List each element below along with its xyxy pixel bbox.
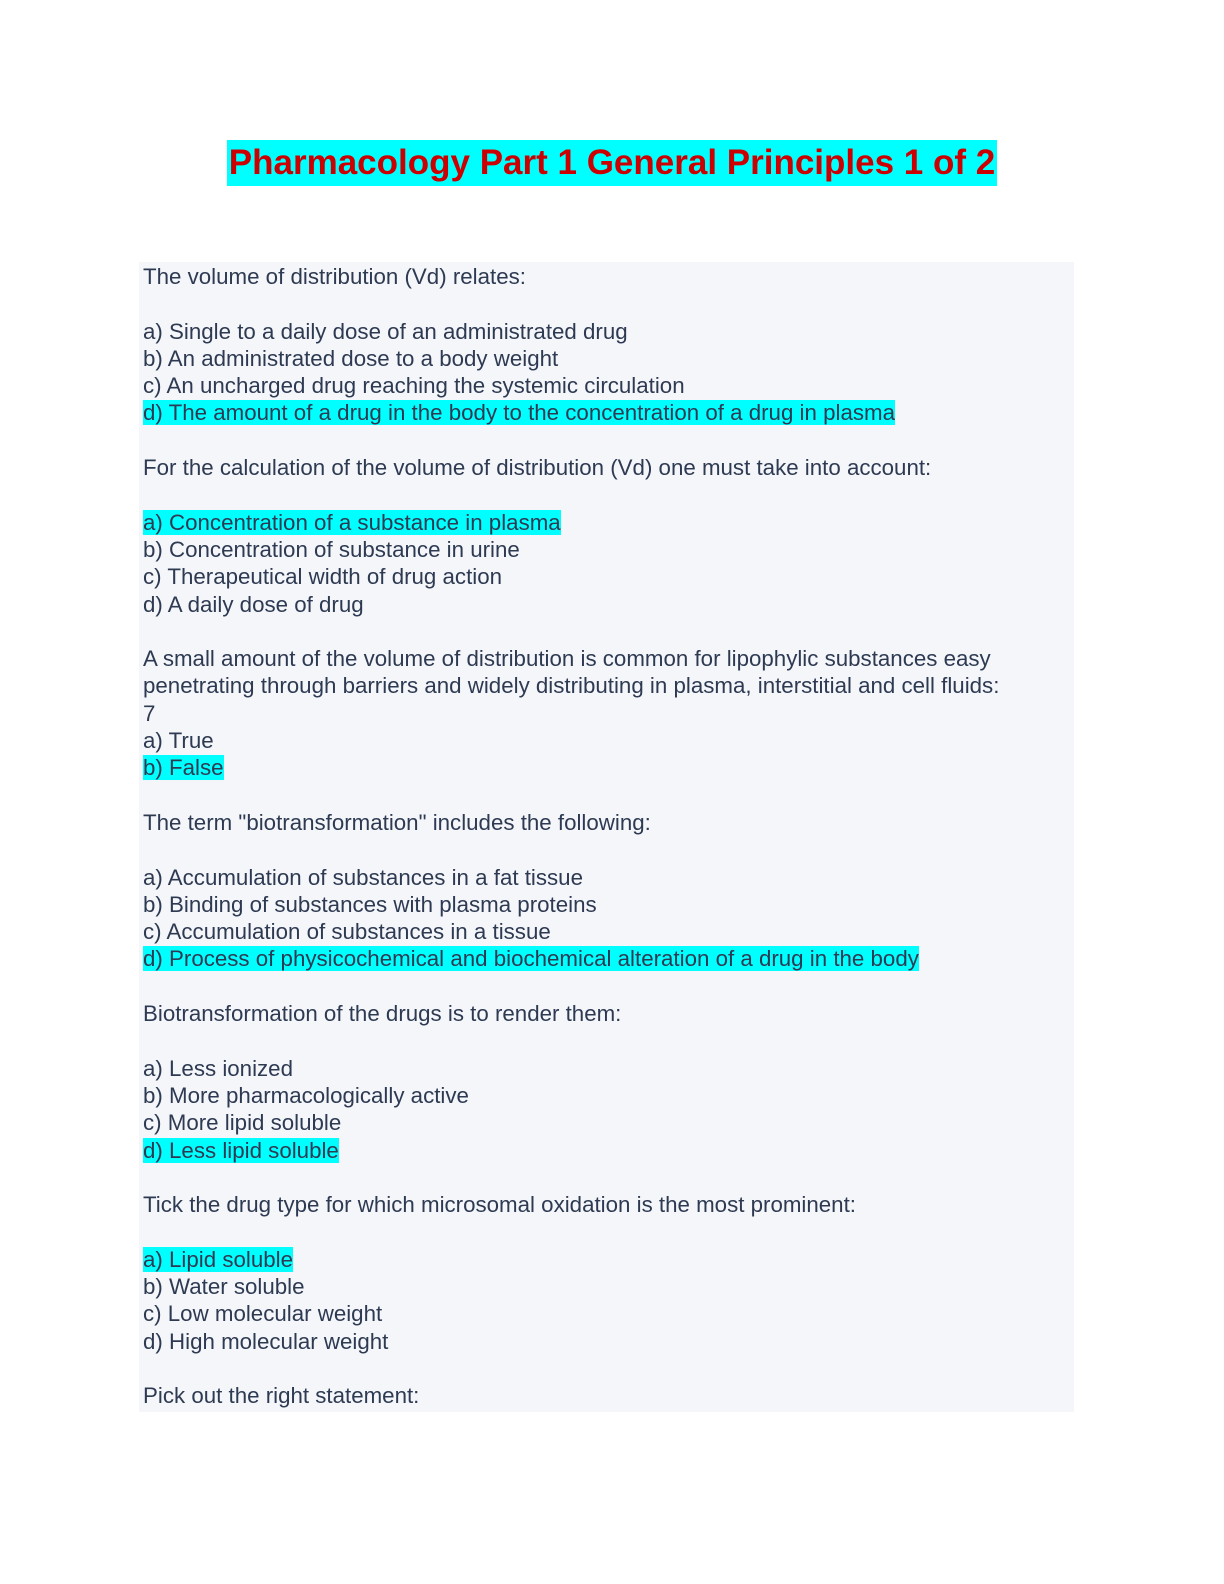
option-text: d) A daily dose of drug [143,591,364,617]
option-text: c) Therapeutical width of drug action [143,564,503,590]
option-text: b) Concentration of substance in urine [143,536,520,562]
question-7-text: Pick out the right statement: [143,1383,420,1409]
answer-highlight: b) False [143,755,224,781]
question-2-option-b [143,536,1074,563]
spacer [143,1164,1074,1191]
question-5-text: Biotransformation of the drugs is to render them: [143,1001,622,1027]
question-6-option-b [143,1273,1074,1300]
option-text: c) An uncharged drug reaching the systemic circulation [143,373,685,399]
option-text: d) High molecular weight [143,1328,389,1354]
spacer [143,1355,1074,1382]
question-1-option-b [143,345,1074,372]
question-4-option-c [143,918,1074,945]
option-text: a) Less ionized [143,1055,293,1081]
option-text: a) Single to a daily dose of an administrated drug [143,318,628,344]
spacer [143,618,1074,645]
spacer [143,481,1074,508]
option-text: a) Accumulation of substances in a fat tissue [143,864,583,890]
answer-highlight: d) Less lipid soluble [143,1137,339,1163]
answer-highlight: a) Lipid soluble [143,1246,293,1272]
option-text: a) True [143,728,214,754]
question-6-option-d [143,1328,1074,1355]
question-6-option-c [143,1300,1074,1327]
option-text: b) Binding of substances with plasma proteins [143,891,597,917]
question-5-option-b [143,1082,1074,1109]
question-6-option-a [143,1246,1074,1273]
answer-highlight: d) Process of physicochemical and biochemical alteration of a drug in the body [143,946,919,972]
spacer [143,427,1074,454]
option-text: b) An administrated dose to a body weight [143,345,559,371]
question-1-option-a [143,318,1074,345]
page-title: Pharmacology Part 1 General Principles 1 of 2 [227,140,997,186]
question-2-text: For the calculation of the volume of distribution (Vd) one must take into account: [143,455,932,481]
option-text: c) More lipid soluble [143,1110,342,1136]
answer-highlight: a) Concentration of a substance in plasma [143,509,561,535]
question-5-option-a [143,1055,1074,1082]
option-text: c) Accumulation of substances in a tissue [143,919,551,945]
title-wrap [0,140,1224,186]
question-3-text: A small amount of the volume of distribution is common for lipophylic substances easy penetrating through barriers and widely distributing in plasma, interstitial and cell fluids: [143,646,1000,699]
question-1-option-d [143,399,1074,426]
spacer [143,973,1074,1000]
question-4-option-d [143,945,1074,972]
question-5-option-c [143,1109,1074,1136]
spacer [143,836,1074,863]
spacer [143,782,1074,809]
question-4-option-a [143,864,1074,891]
question-2-option-d [143,591,1074,618]
option-text: c) Low molecular weight [143,1301,383,1327]
spacer [143,290,1074,317]
answer-highlight: d) The amount of a drug in the body to the concentration of a drug in plasma [143,400,895,426]
question-2-option-a [143,509,1074,536]
question-4-option-b [143,891,1074,918]
question-1-option-c [143,372,1074,399]
question-6-text: Tick the drug type for which microsomal oxidation is the most prominent: [143,1192,856,1218]
option-text: b) Water soluble [143,1273,305,1299]
spacer [143,1027,1074,1054]
question-5-option-d [143,1137,1074,1164]
spacer [143,1218,1074,1245]
question-panel [139,262,1074,1412]
question-4-text: The term "biotransformation" includes the following: [143,809,651,835]
question-3-number: 7 [143,700,156,726]
option-text: b) More pharmacologically active [143,1082,469,1108]
question-1-text: The volume of distribution (Vd) relates: [143,264,526,289]
question-3-option-b [143,754,1074,781]
question-2-option-c [143,563,1074,590]
question-3-option-a [143,727,1074,754]
